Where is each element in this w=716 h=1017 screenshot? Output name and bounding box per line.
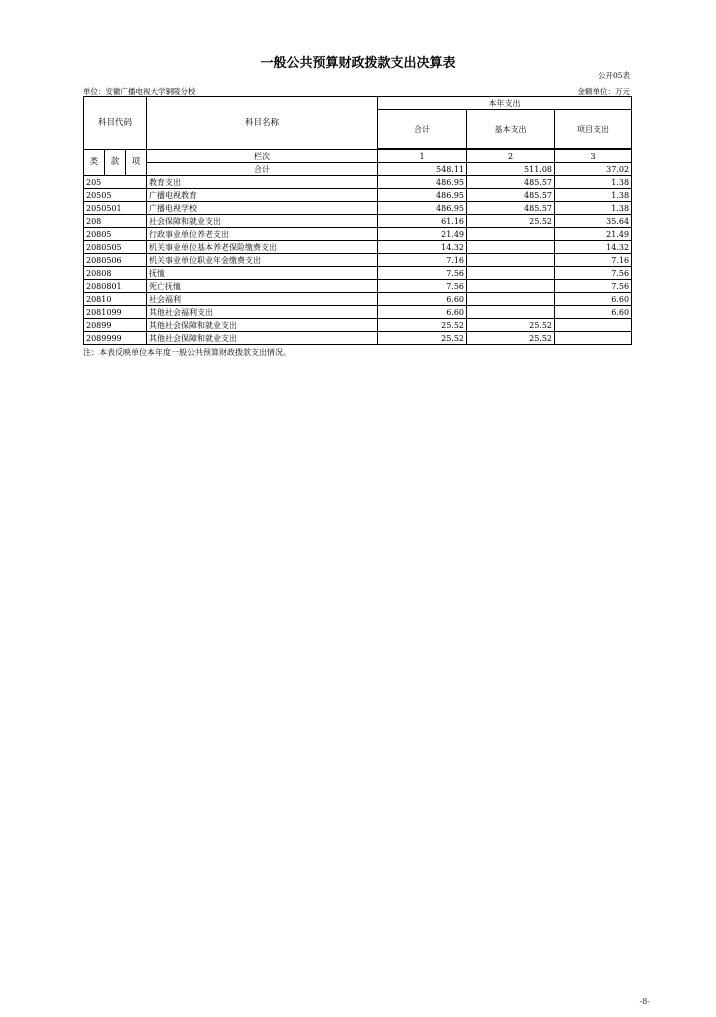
header-col3: 3 xyxy=(555,150,632,163)
page-number: -8- xyxy=(639,997,650,1006)
row-project: 7.56 xyxy=(555,280,632,293)
row-code: 2050501 xyxy=(84,202,147,215)
row-total: 486.95 xyxy=(378,176,467,189)
header-kuan: 款 xyxy=(105,150,126,176)
sum-total: 548.11 xyxy=(378,163,467,176)
header-current-year: 本年支出 xyxy=(378,97,632,110)
row-total: 25.52 xyxy=(378,319,467,332)
row-code: 2080801 xyxy=(84,280,147,293)
row-basic xyxy=(467,293,555,306)
table-row xyxy=(84,332,632,345)
row-code: 208 xyxy=(84,215,147,228)
row-total: 21.49 xyxy=(378,228,467,241)
row-name: 机关事业单位职业年金缴费支出 xyxy=(147,254,378,267)
row-total: 6.60 xyxy=(378,306,467,319)
row-total: 7.56 xyxy=(378,280,467,293)
table-row xyxy=(84,215,632,228)
header-xiang: 项 xyxy=(126,150,147,176)
row-basic xyxy=(467,306,555,319)
row-total: 486.95 xyxy=(378,189,467,202)
form-number: 公开05表 xyxy=(597,71,630,80)
row-name: 教育支出 xyxy=(147,176,378,189)
row-basic xyxy=(467,228,555,241)
header-column-order: 栏次 xyxy=(147,150,378,163)
row-name: 其他社会福利支出 xyxy=(147,306,378,319)
row-project: 1.38 xyxy=(555,176,632,189)
sum-label: 合计 xyxy=(147,163,378,176)
row-name: 广播电视学校 xyxy=(147,202,378,215)
row-total: 7.16 xyxy=(378,254,467,267)
row-name: 其他社会保障和就业支出 xyxy=(147,332,378,345)
row-code: 20505 xyxy=(84,189,147,202)
table-note: 注：本表反映单位本年度一般公共预算财政拨款支出情况。 xyxy=(83,348,291,357)
row-total: 25.52 xyxy=(378,332,467,345)
header-lei: 类 xyxy=(84,150,105,176)
table-row xyxy=(84,176,632,189)
header-col1: 1 xyxy=(378,150,467,163)
page-title: 一般公共预算财政拨款支出决算表 xyxy=(260,56,456,71)
row-basic: 485.57 xyxy=(467,189,555,202)
row-name: 其他社会保障和就业支出 xyxy=(147,319,378,332)
table-row xyxy=(84,267,632,280)
table-row xyxy=(84,254,632,267)
row-code: 205 xyxy=(84,176,147,189)
row-name: 抚恤 xyxy=(147,267,378,280)
row-basic: 25.52 xyxy=(467,332,555,345)
table-row xyxy=(84,189,632,202)
sum-basic: 511.08 xyxy=(467,163,555,176)
row-basic xyxy=(467,241,555,254)
row-project: 7.56 xyxy=(555,267,632,280)
header-name: 科目名称 xyxy=(147,97,378,150)
row-total: 6.60 xyxy=(378,293,467,306)
row-basic xyxy=(467,267,555,280)
table-row xyxy=(84,319,632,332)
row-project: 35.64 xyxy=(555,215,632,228)
row-name: 广播电视教育 xyxy=(147,189,378,202)
header-project: 项目支出 xyxy=(555,110,632,149)
row-basic: 25.52 xyxy=(467,319,555,332)
row-project xyxy=(555,319,632,332)
row-code: 20808 xyxy=(84,267,147,280)
header-row-1 xyxy=(84,97,632,110)
table-row xyxy=(84,293,632,306)
row-project: 21.49 xyxy=(555,228,632,241)
row-total: 7.56 xyxy=(378,267,467,280)
row-project xyxy=(555,332,632,345)
row-name: 机关事业单位基本养老保险缴费支出 xyxy=(147,241,378,254)
row-project: 14.32 xyxy=(555,241,632,254)
table-row xyxy=(84,306,632,319)
row-project: 7.16 xyxy=(555,254,632,267)
header-total: 合计 xyxy=(378,110,467,149)
row-project: 6.60 xyxy=(555,306,632,319)
row-name: 死亡抚恤 xyxy=(147,280,378,293)
row-code: 2089999 xyxy=(84,332,147,345)
header-code: 科目代码 xyxy=(84,97,147,150)
expenditure-table xyxy=(83,96,632,345)
row-code: 2081099 xyxy=(84,306,147,319)
row-name: 行政事业单位养老支出 xyxy=(147,228,378,241)
header-col2: 2 xyxy=(467,150,555,163)
table-row xyxy=(84,241,632,254)
row-project: 6.60 xyxy=(555,293,632,306)
row-project: 1.38 xyxy=(555,189,632,202)
row-code: 20810 xyxy=(84,293,147,306)
row-basic: 485.57 xyxy=(467,176,555,189)
table-row xyxy=(84,202,632,215)
row-code: 2080505 xyxy=(84,241,147,254)
row-code: 20805 xyxy=(84,228,147,241)
row-total: 61.16 xyxy=(378,215,467,228)
table-row xyxy=(84,228,632,241)
row-code: 20899 xyxy=(84,319,147,332)
row-basic: 485.57 xyxy=(467,202,555,215)
amount-unit-label: 金额单位：万元 xyxy=(577,87,630,96)
row-basic: 25.52 xyxy=(467,215,555,228)
row-total: 14.32 xyxy=(378,241,467,254)
row-total: 486.95 xyxy=(378,202,467,215)
column-order-row xyxy=(84,150,632,163)
sum-row xyxy=(84,163,632,176)
header-basic: 基本支出 xyxy=(467,110,555,149)
row-name: 社会保障和就业支出 xyxy=(147,215,378,228)
row-project: 1.38 xyxy=(555,202,632,215)
row-basic xyxy=(467,280,555,293)
sum-project: 37.02 xyxy=(555,163,632,176)
row-code: 2080506 xyxy=(84,254,147,267)
row-name: 社会福利 xyxy=(147,293,378,306)
table-row xyxy=(84,280,632,293)
unit-label: 单位：安徽广播电视大学铜陵分校 xyxy=(83,87,196,96)
row-basic xyxy=(467,254,555,267)
